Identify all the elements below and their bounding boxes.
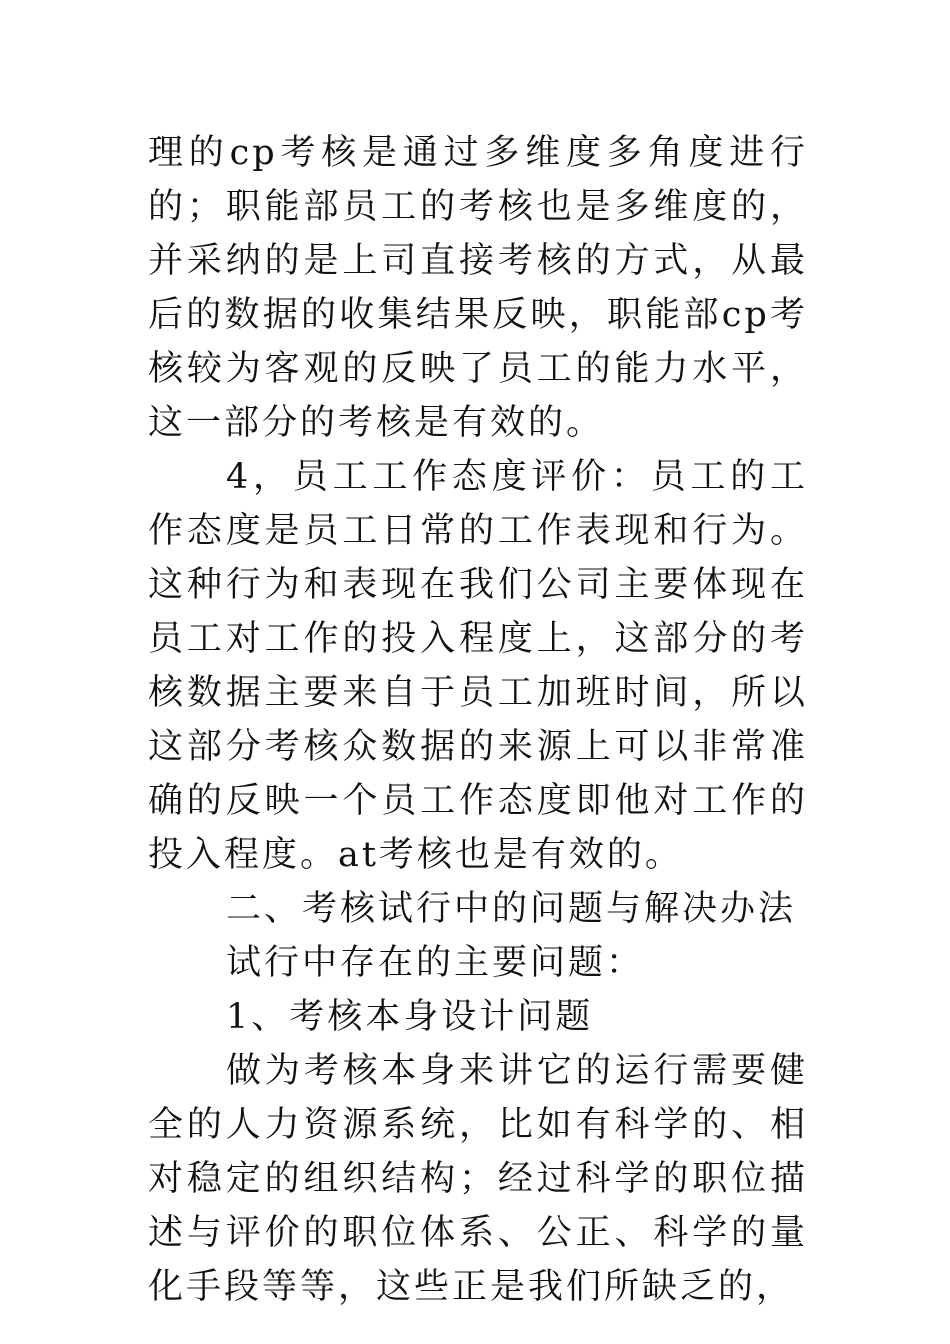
paragraph-cp-assessment: 理的cp考核是通过多维度多角度进行的；职能部员工的考核也是多维度的，并采纳的是上司直接考核的方式，从最后的数据的收集结果反映，职能部cp考核较为客观的反映了员工的能力水平，这一部分的考核是有效的。 [148,133,808,443]
paragraph-attitude-evaluation: 4，员工工作态度评价：员工的工作态度是员工日常的工作表现和行为。这种行为和表现在我们公司主要体现在员工对工作的投入程度上，这部分的考核数据主要来自于员工加班时间，所以这部分考核众数据的来源上可以非常准确的反映一个员工作态度即他对工作的投入程度。at考核也是有效的。 [148,457,808,875]
body-text [148,126,808,1314]
paragraph-hr-system: 做为考核本身来讲它的运行需要健全的人力资源系统，比如有科学的、相对稳定的组织结构；经过科学的职位描述与评价的职位体系、公正、科学的量化手段等等，这些正是我们所缺乏的， [148,1051,808,1307]
subheading-main-problems: 试行中存在的主要问题： [226,943,645,983]
subheading-design-problem: 1、考核本身设计问题 [226,997,594,1037]
section-heading-problems: 二、考核试行中的问题与解决办法 [226,889,797,929]
